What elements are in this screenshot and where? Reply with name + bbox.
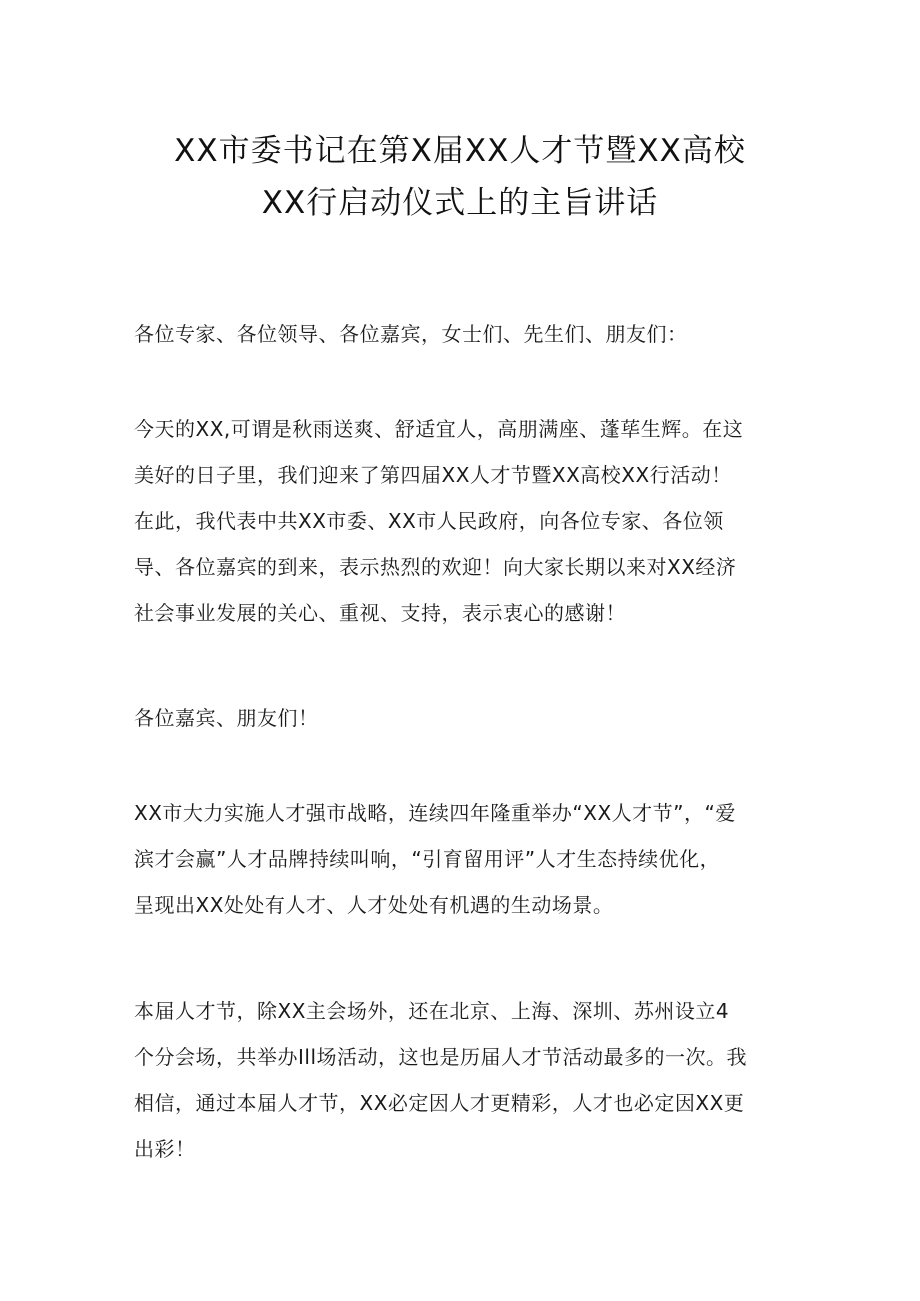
paragraph-line: 社会事业发展的关心、重视、支持，表示衷心的感谢！ [134, 601, 626, 625]
paragraph-line: 相信，通过本届人才节，XX必定因人才更精彩，人才也必定因XX更 [134, 1091, 745, 1115]
paragraph-line: 各位嘉宾、朋友们！ [134, 706, 319, 730]
paragraph-line: 呈现出XX处处有人才、人才处处有机遇的生动场景。 [134, 893, 614, 917]
paragraph-line: 滨才会赢”人才品牌持续叫响，“引育留用评”人才生态持续优化， [134, 847, 721, 871]
greeting-text: 各位专家、各位领导、各位嘉宾，女士们、先生们、朋友们： [134, 322, 688, 346]
paragraph-line: XX市大力实施人才强市战略，连续四年隆重举办“XX人才节”，“爱 [134, 801, 736, 825]
paragraph-line: 美好的日子里，我们迎来了第四届XX人才节暨XX高校XX行活动！ [134, 463, 732, 487]
paragraph-talent-strategy [134, 790, 794, 928]
paragraph-line: 本届人才节，除XX主会场外，还在北京、上海、深圳、苏州设立4 [134, 999, 730, 1023]
paragraph-salutation [134, 695, 794, 741]
greeting-line [134, 311, 794, 357]
paragraph-line: 出彩！ [134, 1137, 196, 1161]
paragraph-line: 今天的XX,可谓是秋雨送爽、舒适宜人，高朋满座、蓬荜生辉。在这 [134, 417, 744, 441]
paragraph-festival-venues [134, 988, 794, 1172]
paragraph-line: 个分会场，共举办Ill场活动，这也是历届人才节活动最多的一次。我 [134, 1045, 748, 1069]
title-line-2: XX行启动仪式上的主旨讲话 [261, 185, 659, 221]
paragraph-line: 导、各位嘉宾的到来，表示热烈的欢迎！向大家长期以来对XX经济 [134, 555, 737, 579]
paragraph-welcome [134, 406, 794, 636]
paragraph-line: 在此，我代表中共XX市委、XX市人民政府，向各位专家、各位领 [134, 509, 724, 533]
document-title [60, 125, 860, 229]
title-line-1: XX市委书记在第X届XX人才节暨XX高校 [174, 133, 746, 169]
